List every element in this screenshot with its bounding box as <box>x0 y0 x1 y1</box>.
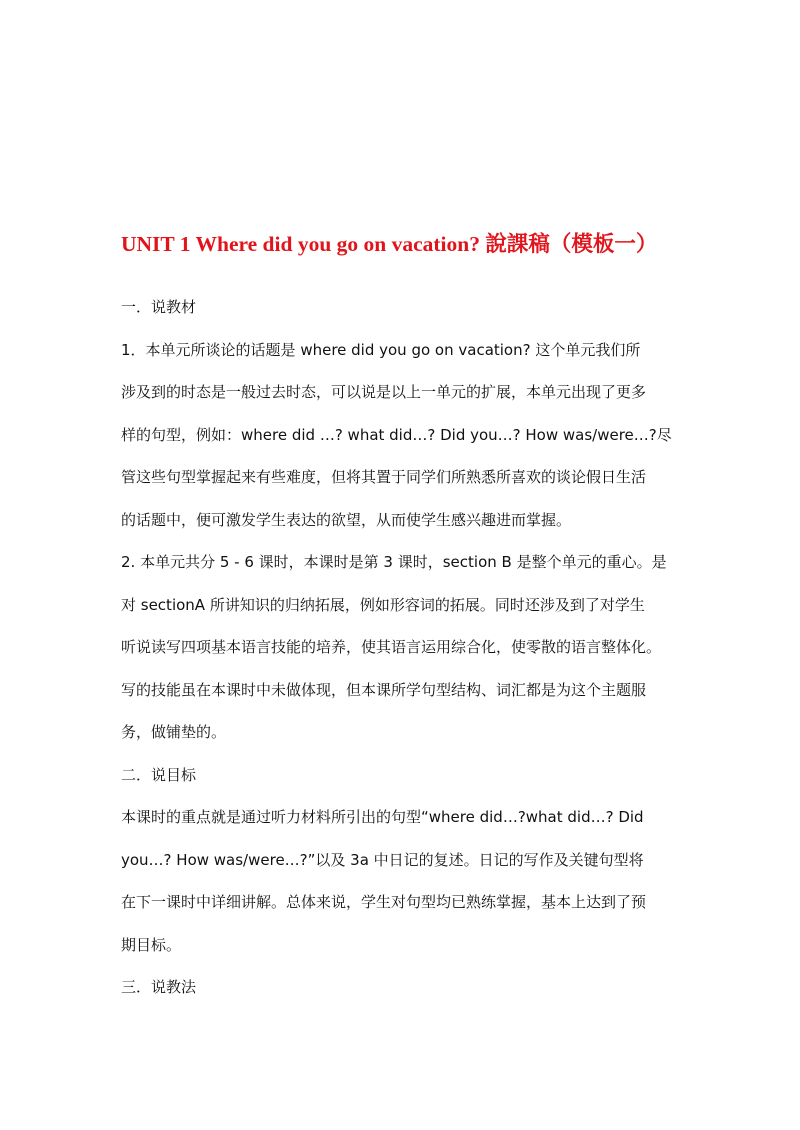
paragraph-line: 务，做铺垫的。 <box>121 723 227 741</box>
paragraph-line: 写的技能虽在本课时中未做体现，但本课所学句型结构、词汇都是为这个主题服 <box>121 680 647 699</box>
paragraph-line: 期目标。 <box>121 935 182 954</box>
paragraph-line: 听说读写四项基本语言技能的培养，使其语言运用综合化，使零散的语言整体化。 <box>121 638 662 656</box>
document-body <box>121 293 689 1016</box>
section-heading-methods: 三．说教法 <box>121 978 197 996</box>
section-heading-textbook: 一．说教材 <box>121 298 197 316</box>
paragraph-line: 1．本单元所谈论的话题是 where did you go on vacation? 这个单元我们所 <box>121 340 641 359</box>
paragraph-line: 管这些句型掌握起来有些难度，但将其置于同学们所熟悉所喜欢的谈论假日生活 <box>121 468 647 486</box>
document-title: UNIT 1 Where did you go on vacation? 說課稿（模板一） <box>121 232 658 256</box>
paragraph-line: 涉及到的时态是一般过去时态，可以说是以上一单元的扩展，本单元出现了更多 <box>121 383 647 401</box>
paragraph-line: 的话题中，便可激发学生表达的欲望，从而使学生感兴趣进而掌握。 <box>121 510 572 529</box>
paragraph-line: 对 sectionA 所讲知识的归纳拓展，例如形容词的拓展。同时还涉及到了对学生 <box>121 595 645 614</box>
paragraph-line: you…? How was/were…?”以及 3a 中日记的复述。日记的写作及关键句型将 <box>121 850 644 869</box>
paragraph-line: 样的句型，例如：where did …? what did…? Did you…? How was/were…?尽 <box>121 425 672 444</box>
section-heading-objectives: 二．说目标 <box>121 765 197 784</box>
paragraph-line: 在下一课时中详细讲解。总体来说，学生对句型均已熟练掌握，基本上达到了预 <box>121 893 647 911</box>
paragraph-line: 2. 本单元共分 5 - 6 课时，本课时是第 3 课时，section B 是整个单元的重心。是 <box>121 553 667 571</box>
paragraph-line: 本课时的重点就是通过听力材料所引出的句型“where did…?what did…? Did <box>121 808 644 826</box>
